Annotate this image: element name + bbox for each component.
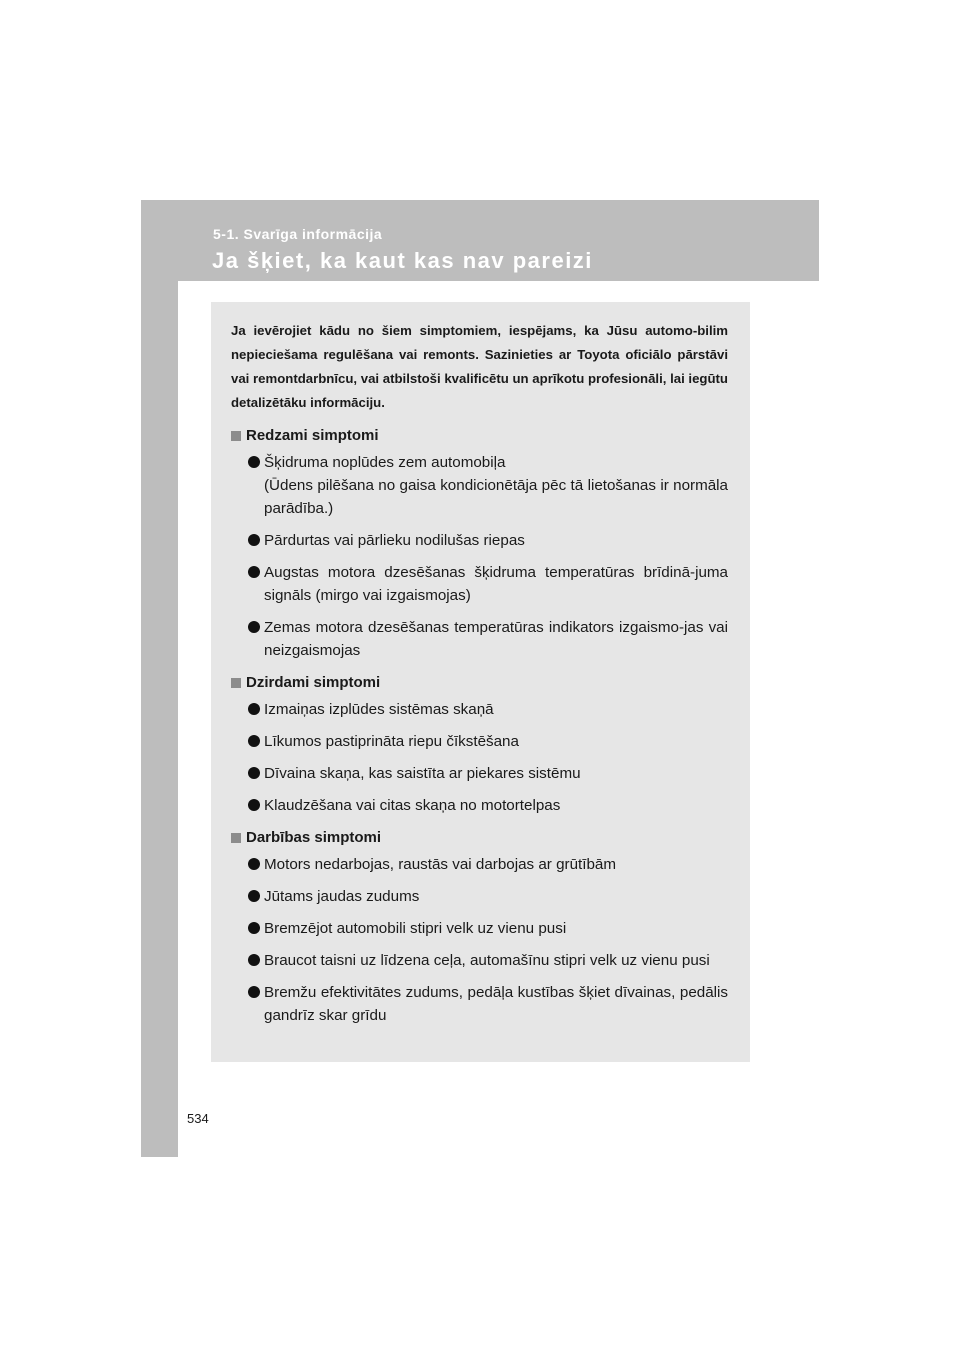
list-item-text: Jūtams jaudas zudums [264,888,420,905]
list-item-text: Bremzējot automobili stipri velk uz vienu pusi [264,920,567,937]
list-item [231,561,728,607]
list-item [231,730,728,753]
list-item [231,794,728,817]
page-number: 534 [187,1111,209,1126]
list-item [231,451,728,520]
content-box [211,302,750,1062]
square-bullet-icon [231,833,241,843]
section-heading-text: Redzami simptomi [246,427,379,444]
section-operational-symptoms [231,827,728,1027]
list-item [231,762,728,785]
bullet-dot-icon [248,767,260,779]
section-audible-symptoms [231,672,728,817]
list-item [231,616,728,662]
bullet-dot-icon [248,799,260,811]
list-item [231,981,728,1027]
section-heading [231,827,728,849]
section-heading [231,425,728,447]
list-item-text: Šķidruma noplūdes zem automobiļa [264,454,506,471]
bullet-dot-icon [248,922,260,934]
bullet-dot-icon [248,890,260,902]
list-item [231,529,728,552]
section-heading-text: Dzirdami simptomi [246,674,381,691]
bullet-dot-icon [248,534,260,546]
symptom-list [231,853,728,1027]
bullet-dot-icon [248,703,260,715]
bullet-dot-icon [248,858,260,870]
bullet-dot-icon [248,986,260,998]
section-label: 5-1. Svarīga informācija [213,226,383,242]
list-item [231,885,728,908]
list-item-text: Klaudzēšana vai citas skaņa no motortelpas [264,797,561,814]
bullet-dot-icon [248,456,260,468]
bullet-dot-icon [248,621,260,633]
bullet-dot-icon [248,566,260,578]
list-item-text: Līkumos pastiprināta riepu čīkstēšana [264,733,519,750]
list-item-text: Braucot taisni uz līdzena ceļa, automašīnu stipri velk uz vienu pusi [264,952,710,969]
list-item-text: Pārdurtas vai pārlieku nodilušas riepas [264,532,525,549]
square-bullet-icon [231,431,241,441]
symptom-list [231,698,728,817]
list-item-text: Izmaiņas izplūdes sistēmas skaņā [264,701,494,718]
bullet-dot-icon [248,954,260,966]
list-item [231,698,728,721]
list-item-text: Bremžu efektivitātes zudums, pedāļa kustības šķiet dīvainas, pedālis gandrīz skar grīdu [264,984,728,1024]
page-title: Ja šķiet, ka kaut kas nav pareizi [212,248,593,273]
intro-paragraph: Ja ievērojiet kādu no šiem simptomiem, iespējams, ka Jūsu automo-bilim nepieciešama regulēšana vai remonts. Sazinieties ar Toyota oficiālo pārstāvi vai remontdarbnīcu, vai atbilstoši kvalificētu un aprīkotu profesionāli, lai iegūtu detalizētāku informāciju. [231,323,728,410]
section-visible-symptoms [231,425,728,662]
list-item-text: Motors nedarbojas, raustās vai darbojas ar grūtībām [264,856,617,873]
list-item-text: Dīvaina skaņa, kas saistīta ar piekares sistēmu [264,765,581,782]
list-item [231,853,728,876]
bullet-dot-icon [248,735,260,747]
list-item [231,949,728,972]
section-heading-text: Darbības simptomi [246,829,382,846]
section-heading [231,672,728,694]
square-bullet-icon [231,678,241,688]
side-strip [141,281,178,1157]
list-item [231,917,728,940]
list-item-text: Zemas motora dzesēšanas temperatūras indikators izgaismo-jas vai neizgaismojas [264,619,728,659]
list-item-text: Augstas motora dzesēšanas šķidruma temperatūras brīdinā-juma signāls (mirgo vai izgaismojas) [264,564,728,604]
list-item-note: (Ūdens pilēšana no gaisa kondicionētāja pēc tā lietošanas ir normāla parādība.) [264,477,728,517]
symptom-list [231,451,728,662]
